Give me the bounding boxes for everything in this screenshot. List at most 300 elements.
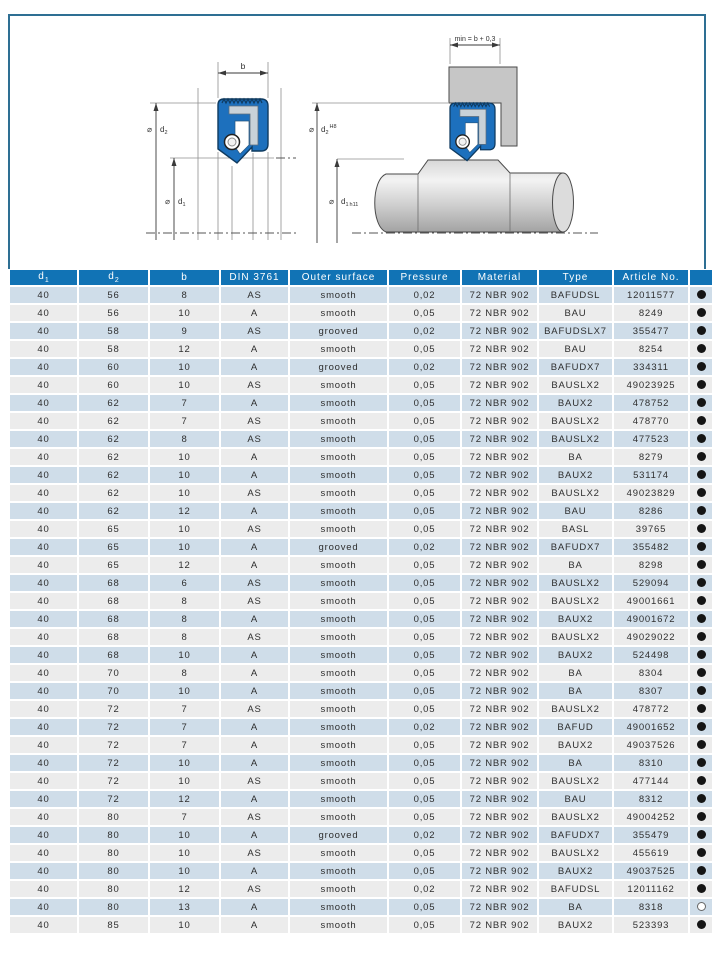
table-row <box>10 521 712 537</box>
cell: AS <box>221 287 288 303</box>
cell: 40 <box>10 917 77 933</box>
availability-cell <box>690 611 712 627</box>
dim-label-d1h11-prefix: ⌀ <box>329 197 334 206</box>
cell: A <box>221 755 288 771</box>
dim-label-d1-prefix: ⌀ <box>165 197 170 206</box>
availability-cell <box>690 827 712 843</box>
cell: smooth <box>290 575 387 591</box>
cell: 0,05 <box>389 377 460 393</box>
cell: 0,05 <box>389 647 460 663</box>
cell: AS <box>221 629 288 645</box>
cell: 70 <box>79 665 148 681</box>
cell: 0,05 <box>389 521 460 537</box>
cell: 0,05 <box>389 665 460 681</box>
cell: 10 <box>150 539 219 555</box>
cell: 40 <box>10 539 77 555</box>
cell: 49029022 <box>614 629 688 645</box>
availability-cell <box>690 503 712 519</box>
cell: 68 <box>79 611 148 627</box>
cell: smooth <box>290 377 387 393</box>
cell: 62 <box>79 449 148 465</box>
seal-cross-section-right <box>450 103 495 161</box>
cell: BAUSLX2 <box>539 701 612 717</box>
cell: 40 <box>10 719 77 735</box>
cell: A <box>221 503 288 519</box>
cell: 60 <box>79 359 148 375</box>
cell: 40 <box>10 323 77 339</box>
cell: 0,02 <box>389 323 460 339</box>
cell: 10 <box>150 845 219 861</box>
availability-dot-filled <box>697 758 706 767</box>
cell: 8304 <box>614 665 688 681</box>
table-row <box>10 323 712 339</box>
availability-dot-filled <box>697 830 706 839</box>
cell: BAUSLX2 <box>539 431 612 447</box>
cell: BAUSLX2 <box>539 413 612 429</box>
cell: 72 NBR 902 <box>462 683 537 699</box>
availability-dot-filled <box>697 542 706 551</box>
availability-dot-filled <box>697 794 706 803</box>
cell: 72 NBR 902 <box>462 917 537 933</box>
cell: 49004252 <box>614 809 688 825</box>
cell: A <box>221 557 288 573</box>
cell: 72 NBR 902 <box>462 413 537 429</box>
cell: 0,05 <box>389 305 460 321</box>
cell: 80 <box>79 899 148 915</box>
availability-cell <box>690 575 712 591</box>
cell: 10 <box>150 359 219 375</box>
cell: 8 <box>150 593 219 609</box>
cell: 0,05 <box>389 845 460 861</box>
cell: 13 <box>150 899 219 915</box>
cell: 8249 <box>614 305 688 321</box>
availability-dot-filled <box>697 578 706 587</box>
availability-dot-filled <box>697 812 706 821</box>
cell: 0,02 <box>389 539 460 555</box>
table-row <box>10 629 712 645</box>
table-row <box>10 539 712 555</box>
availability-cell <box>690 719 712 735</box>
cell: 62 <box>79 431 148 447</box>
availability-dot-filled <box>697 380 706 389</box>
dim-label-d2: $d_2$ <box>160 125 168 136</box>
cell: 72 NBR 902 <box>462 827 537 843</box>
cell: 40 <box>10 701 77 717</box>
cell: AS <box>221 413 288 429</box>
cell: 72 NBR 902 <box>462 845 537 861</box>
availability-cell <box>690 593 712 609</box>
cell: 40 <box>10 431 77 447</box>
cell: 40 <box>10 557 77 573</box>
table-row <box>10 917 712 933</box>
availability-dot-filled <box>697 668 706 677</box>
cell: 0,05 <box>389 611 460 627</box>
cell: 0,05 <box>389 503 460 519</box>
cell: smooth <box>290 611 387 627</box>
cell: 0,05 <box>389 809 460 825</box>
cell: BAUX2 <box>539 917 612 933</box>
cell: 529094 <box>614 575 688 591</box>
cell: BAFUDX7 <box>539 539 612 555</box>
cell: 10 <box>150 521 219 537</box>
cell: 6 <box>150 575 219 591</box>
cell: 478770 <box>614 413 688 429</box>
cell: 72 NBR 902 <box>462 629 537 645</box>
availability-cell <box>690 899 712 915</box>
cell: 8298 <box>614 557 688 573</box>
cell: 478772 <box>614 701 688 717</box>
cell: smooth <box>290 287 387 303</box>
cell: AS <box>221 377 288 393</box>
availability-dot-filled <box>697 362 706 371</box>
availability-dot-filled <box>697 866 706 875</box>
cell: 72 NBR 902 <box>462 593 537 609</box>
cell: 8310 <box>614 755 688 771</box>
cell: 40 <box>10 647 77 663</box>
availability-cell <box>690 557 712 573</box>
dim-label-d2h8: $d_2^{H8}$ <box>321 124 337 136</box>
availability-cell <box>690 395 712 411</box>
table-row <box>10 449 712 465</box>
cell: A <box>221 827 288 843</box>
dim-label-d1h11: $d_1h11$ <box>341 197 359 208</box>
cell: BAUX2 <box>539 395 612 411</box>
cell: 0,02 <box>389 719 460 735</box>
cell: smooth <box>290 503 387 519</box>
cell: BAUSLX2 <box>539 575 612 591</box>
seal-dimension-table <box>8 268 714 935</box>
availability-dot-filled <box>697 920 706 929</box>
availability-dot-filled <box>697 740 706 749</box>
availability-dot-filled <box>697 506 706 515</box>
cell: 65 <box>79 539 148 555</box>
cell: 0,05 <box>389 395 460 411</box>
availability-cell <box>690 341 712 357</box>
cell: 0,05 <box>389 791 460 807</box>
cell: 72 NBR 902 <box>462 557 537 573</box>
cell: smooth <box>290 629 387 645</box>
cell: 65 <box>79 521 148 537</box>
cell: 72 NBR 902 <box>462 467 537 483</box>
cell: 0,05 <box>389 863 460 879</box>
cell: 8 <box>150 287 219 303</box>
cell: A <box>221 539 288 555</box>
cell: 40 <box>10 593 77 609</box>
cell: 49001672 <box>614 611 688 627</box>
availability-cell <box>690 377 712 393</box>
availability-cell <box>690 359 712 375</box>
cell: 40 <box>10 503 77 519</box>
cell: 355477 <box>614 323 688 339</box>
cell: 40 <box>10 575 77 591</box>
cell: smooth <box>290 413 387 429</box>
cell: 40 <box>10 737 77 753</box>
technical-drawing <box>8 14 708 269</box>
cell: BAUSLX2 <box>539 773 612 789</box>
cell: BA <box>539 899 612 915</box>
cell: 40 <box>10 899 77 915</box>
table-row <box>10 863 712 879</box>
availability-dot-filled <box>697 470 706 479</box>
cell: 40 <box>10 395 77 411</box>
availability-dot-filled <box>697 434 706 443</box>
cell: BAUSLX2 <box>539 377 612 393</box>
cell: 531174 <box>614 467 688 483</box>
cell: smooth <box>290 593 387 609</box>
cell: BAFUDSLX7 <box>539 323 612 339</box>
cell: 80 <box>79 845 148 861</box>
availability-cell <box>690 881 712 897</box>
cell: 72 NBR 902 <box>462 611 537 627</box>
cell: 10 <box>150 647 219 663</box>
cell: 72 NBR 902 <box>462 773 537 789</box>
cell: 8286 <box>614 503 688 519</box>
cell: 10 <box>150 467 219 483</box>
availability-dot-filled <box>697 488 706 497</box>
cell: 7 <box>150 395 219 411</box>
cell: 40 <box>10 881 77 897</box>
cell: 58 <box>79 323 148 339</box>
table-row <box>10 557 712 573</box>
cell: BA <box>539 557 612 573</box>
cell: 40 <box>10 341 77 357</box>
cell: 0,05 <box>389 557 460 573</box>
cell: 8307 <box>614 683 688 699</box>
cell: 0,05 <box>389 485 460 501</box>
cell: 72 NBR 902 <box>462 755 537 771</box>
availability-cell <box>690 809 712 825</box>
cell: 334311 <box>614 359 688 375</box>
cell: 49023829 <box>614 485 688 501</box>
table-row <box>10 665 712 681</box>
cell: 68 <box>79 629 148 645</box>
shaft <box>375 160 563 232</box>
cell: 72 NBR 902 <box>462 665 537 681</box>
availability-cell <box>690 863 712 879</box>
cell: 62 <box>79 503 148 519</box>
cell: 10 <box>150 377 219 393</box>
cell: 49001661 <box>614 593 688 609</box>
cell: 40 <box>10 359 77 375</box>
cell: 80 <box>79 881 148 897</box>
table-row <box>10 431 712 447</box>
cell: 523393 <box>614 917 688 933</box>
availability-cell <box>690 449 712 465</box>
cell: 40 <box>10 773 77 789</box>
cell: 8 <box>150 665 219 681</box>
cell: BAUSLX2 <box>539 629 612 645</box>
cell: 40 <box>10 287 77 303</box>
cell: grooved <box>290 359 387 375</box>
cell: 10 <box>150 827 219 843</box>
cell: 10 <box>150 683 219 699</box>
cell: AS <box>221 323 288 339</box>
column-header: Article No. <box>614 270 688 285</box>
availability-cell <box>690 791 712 807</box>
cell: 10 <box>150 917 219 933</box>
cell: smooth <box>290 665 387 681</box>
availability-cell <box>690 413 712 429</box>
cell: smooth <box>290 341 387 357</box>
cell: 40 <box>10 665 77 681</box>
availability-cell <box>690 629 712 645</box>
cell: 12 <box>150 557 219 573</box>
cell: 8279 <box>614 449 688 465</box>
cell: 12 <box>150 881 219 897</box>
column-header: b <box>150 270 219 285</box>
cell: 85 <box>79 917 148 933</box>
availability-dot-filled <box>697 398 706 407</box>
cell: A <box>221 359 288 375</box>
cell: AS <box>221 431 288 447</box>
cell: 355479 <box>614 827 688 843</box>
cell: 80 <box>79 809 148 825</box>
availability-dot-filled <box>697 614 706 623</box>
table-row <box>10 773 712 789</box>
cell: 8 <box>150 431 219 447</box>
cell: smooth <box>290 737 387 753</box>
cell: smooth <box>290 755 387 771</box>
column-header: Material <box>462 270 537 285</box>
dim-label-d2-prefix: ⌀ <box>147 125 152 134</box>
cell: BAFUDX7 <box>539 827 612 843</box>
column-header: Type <box>539 270 612 285</box>
table-row <box>10 737 712 753</box>
cell: 72 NBR 902 <box>462 521 537 537</box>
availability-cell <box>690 701 712 717</box>
table-row <box>10 467 712 483</box>
cell: 0,02 <box>389 827 460 843</box>
cell: 12011577 <box>614 287 688 303</box>
cell: 68 <box>79 647 148 663</box>
cell: 0,05 <box>389 467 460 483</box>
cell: 12 <box>150 503 219 519</box>
cell: 12 <box>150 791 219 807</box>
cell: 72 NBR 902 <box>462 539 537 555</box>
availability-cell <box>690 287 712 303</box>
cell: 9 <box>150 323 219 339</box>
cell: 40 <box>10 449 77 465</box>
availability-dot-filled <box>697 344 706 353</box>
cell: AS <box>221 701 288 717</box>
cell: 72 NBR 902 <box>462 449 537 465</box>
cell: BAU <box>539 341 612 357</box>
cell: AS <box>221 521 288 537</box>
cell: 72 <box>79 737 148 753</box>
cell: 40 <box>10 845 77 861</box>
cell: 10 <box>150 863 219 879</box>
cell: 40 <box>10 755 77 771</box>
table-row <box>10 395 712 411</box>
cell: 60 <box>79 377 148 393</box>
cell: BASL <box>539 521 612 537</box>
availability-cell <box>690 773 712 789</box>
availability-cell <box>690 305 712 321</box>
seal-table <box>8 268 712 935</box>
cell: 524498 <box>614 647 688 663</box>
cell: 7 <box>150 701 219 717</box>
cell: A <box>221 647 288 663</box>
cell: 56 <box>79 287 148 303</box>
cell: BAUX2 <box>539 467 612 483</box>
cell: 72 NBR 902 <box>462 719 537 735</box>
cell: smooth <box>290 791 387 807</box>
cell: 40 <box>10 305 77 321</box>
table-header <box>10 270 712 285</box>
cell: 80 <box>79 863 148 879</box>
cell: smooth <box>290 557 387 573</box>
cell: 8312 <box>614 791 688 807</box>
cell: 40 <box>10 683 77 699</box>
cell: 62 <box>79 413 148 429</box>
availability-dot-filled <box>697 596 706 605</box>
cell: 0,05 <box>389 683 460 699</box>
table-row <box>10 575 712 591</box>
availability-cell <box>690 647 712 663</box>
table-row <box>10 305 712 321</box>
cell: 0,05 <box>389 341 460 357</box>
cell: BAFUDSL <box>539 287 612 303</box>
cell: 72 NBR 902 <box>462 737 537 753</box>
table-body <box>10 287 712 933</box>
cell: 39765 <box>614 521 688 537</box>
cell: A <box>221 341 288 357</box>
cell: 72 <box>79 791 148 807</box>
column-header: $d_2$ <box>79 270 148 285</box>
cell: BAFUDSL <box>539 881 612 897</box>
cell: 40 <box>10 629 77 645</box>
cell: 0,05 <box>389 755 460 771</box>
shaft-end-face <box>553 173 574 232</box>
cell: AS <box>221 809 288 825</box>
cell: 8 <box>150 611 219 627</box>
cell: 0,05 <box>389 917 460 933</box>
cell: smooth <box>290 917 387 933</box>
availability-dot-filled <box>697 560 706 569</box>
cell: BAUX2 <box>539 737 612 753</box>
cell: A <box>221 665 288 681</box>
cell: 0,05 <box>389 773 460 789</box>
cell: 0,02 <box>389 881 460 897</box>
cell: A <box>221 305 288 321</box>
availability-dot-filled <box>697 416 706 425</box>
cell: BA <box>539 665 612 681</box>
table-row <box>10 647 712 663</box>
cell: 10 <box>150 449 219 465</box>
cell: 0,05 <box>389 449 460 465</box>
cell: 478752 <box>614 395 688 411</box>
dim-label-b: b <box>240 61 246 71</box>
cell: 72 NBR 902 <box>462 287 537 303</box>
cell: 10 <box>150 485 219 501</box>
cell: 49037526 <box>614 737 688 753</box>
table-row <box>10 719 712 735</box>
cell: smooth <box>290 647 387 663</box>
availability-cell <box>690 665 712 681</box>
cell: 8318 <box>614 899 688 915</box>
cell: 80 <box>79 827 148 843</box>
cell: BA <box>539 449 612 465</box>
cell: 12011162 <box>614 881 688 897</box>
cell: smooth <box>290 881 387 897</box>
cell: 56 <box>79 305 148 321</box>
cell: smooth <box>290 809 387 825</box>
cell: AS <box>221 773 288 789</box>
cell: 477523 <box>614 431 688 447</box>
cell: BAUSLX2 <box>539 593 612 609</box>
cell: BA <box>539 755 612 771</box>
cell: 72 <box>79 719 148 735</box>
